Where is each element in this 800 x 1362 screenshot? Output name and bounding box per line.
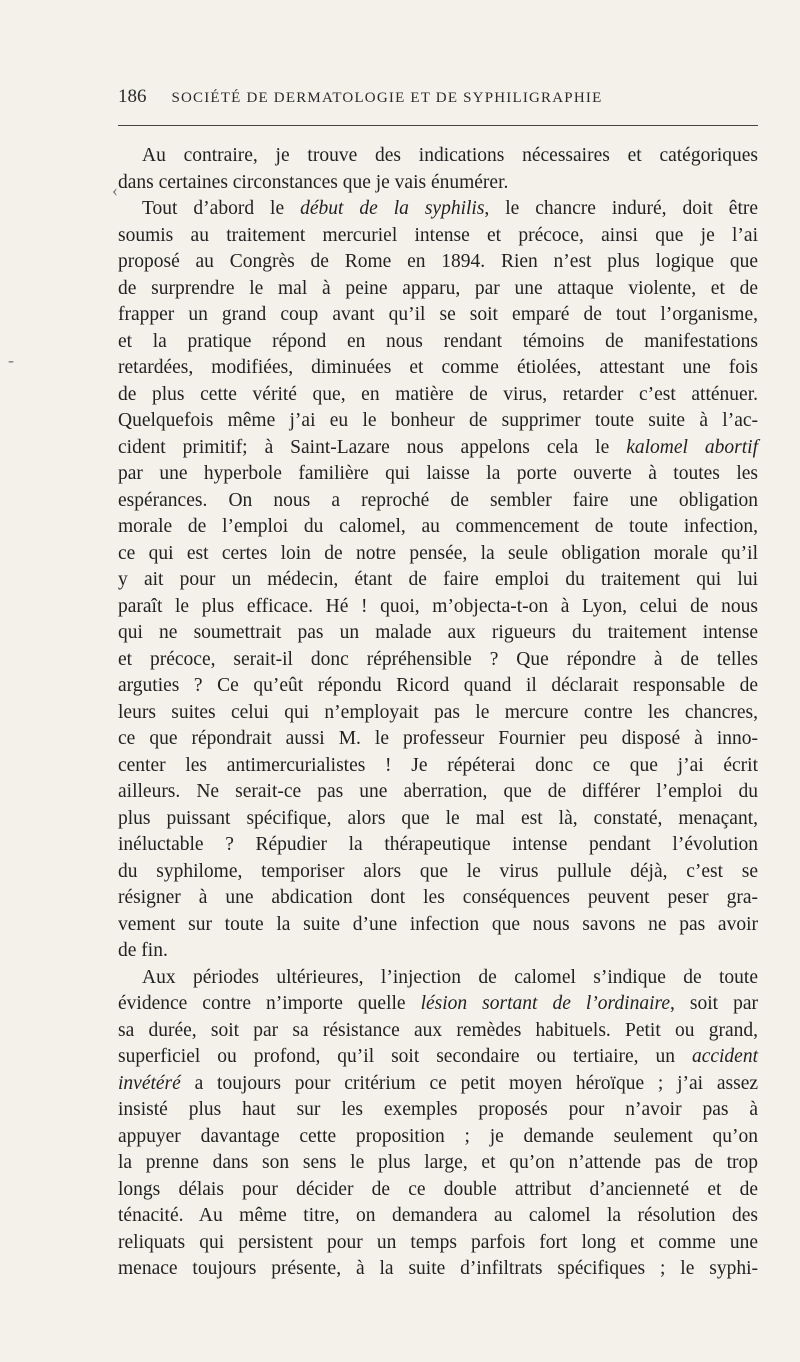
body-text [118,143,758,1283]
text-line: morale de l’emploi du calomel, au commencement de toute infection, [118,516,758,537]
text-line: et la pratique répond en nous rendant témoins de manifestations [118,330,758,352]
text-line: Au contraire, je trouve des indications nécessaires et catégoriques [142,145,758,166]
line-segment: Tout d’abord le [142,198,301,219]
page-number: 186 [118,86,147,107]
text-line: paraît le plus efficace. Hé ! quoi, m’objecta-t-on à Lyon, celui de nous [118,595,758,617]
text-line: ténacité. Au même titre, on demandera au calomel la résolution des [118,1205,758,1226]
text-line: menace toujours présente, à la suite d’infiltrats spécifiques ; le syphi- [118,1258,758,1279]
text-line: longs délais pour décider de ce double attribut d’ancienneté et de [118,1178,758,1200]
italic-phrase: début de la syphilis [300,198,485,219]
text-line [118,1071,758,1098]
text-line [118,991,758,1018]
text-line: reliquats qui persistent pour un temps parfois fort long et comme une [118,1231,758,1253]
text-line: appuyer davantage cette proposition ; je demande seulement qu’on [118,1125,758,1147]
italic-phrase: lésion sortant de l’ordinaire [420,993,671,1014]
text-line: du syphilome, temporiser alors que le virus pullule déjà, c’est se [118,860,758,882]
text-line: leurs suites celui qui n’employait pas le mercure contre les chancres, [118,701,758,723]
italic-phrase: invétéré [118,1072,181,1094]
text-line: vement sur toute la suite d’une infection que nous savons ne pas avoir [118,913,758,935]
text-line: et précoce, serait-il donc répréhensible ? Que répondre à de telles [118,648,758,670]
line-segment: , le chancre induré, doit être [484,198,759,219]
text-line: de plus cette vérité que, en matière de virus, retarder c’est atténuer. [118,383,758,405]
text-line: ailleurs. Ne serait-ce pas une aberration, que de différer l’emploi du [118,781,758,802]
italic-phrase: accident [691,1046,758,1067]
text-line [118,1044,758,1071]
header-rule [118,125,758,126]
text-line: center les antimercurialistes ! Je répéterai donc ce que j’ai écrit [118,754,758,776]
line-segment: évidence contre n’importe quelle [118,993,421,1014]
margin-mark: ‹ [112,180,118,200]
text-line: inéluctable ? Répudier la thérapeutique intense pendant l’évolution [118,834,758,855]
line-segment: superficiel ou profond, qu’il soit secondaire ou tertiaire, un [118,1046,692,1067]
text-line: espérances. On nous a reproché de sembler faire une obligation [118,489,758,511]
text-line: qui ne soumettrait pas un malade aux rigueurs du traitement intense [118,622,758,643]
text-line: Quelquefois même j’ai eu le bonheur de supprimer toute suite à l’ac- [118,410,758,431]
text-line: sa durée, soit par sa résistance aux remèdes habituels. Petit ou grand, [118,1019,758,1041]
text-line: insisté plus haut sur les exemples proposés pour n’avoir pas à [118,1099,758,1120]
text-line: plus puissant spécifique, alors que le mal est là, constaté, menaçant, [118,807,758,829]
text-line: de fin. [118,940,168,961]
text-line: Aux périodes ultérieures, l’injection de calomel s’indique de toute [142,966,758,988]
text-line [118,435,758,462]
text-line: frapper un grand coup avant qu’il se soit emparé de tout l’organisme, [118,304,758,325]
text-line: retardées, modifiées, diminuées et comme étiolées, attestant une fois [118,357,758,378]
text-line: par une hyperbole familière qui laisse la porte ouverte à toutes les [118,463,758,484]
text-line: y ait pour un médecin, étant de faire emploi du traitement qui lui [118,569,758,590]
text-line [118,196,758,223]
text-line: dans certaines circonstances que je vais énumérer. [118,171,509,193]
text-line: résigner à une abdication dont les conséquences peuvent peser gra- [118,887,758,908]
text-line: proposé au Congrès de Rome en 1894. Rien n’est plus logique que [118,251,758,272]
running-title: SOCIÉTÉ DE DERMATOLOGIE ET DE SYPHILIGRAPHIE [171,90,603,106]
margin-mark: - [8,350,14,370]
line-segment: , soit par [670,993,758,1014]
text-line: arguties ? Ce qu’eût répondu Ricord quand il déclarait responsable de [118,675,758,696]
line-segment: a toujours pour critérium ce petit moyen héroïque ; j’ai assez [194,1072,759,1094]
text-line: soumis au traitement mercuriel intense et précoce, ainsi que je l’ai [118,224,758,246]
italic-phrase: kalomel abortif [626,436,759,458]
text-line: ce que répondrait aussi M. le professeur Fournier peu disposé à inno- [118,728,758,749]
running-header [118,86,758,108]
text-line: ce qui est certes loin de notre pensée, la seule obligation morale qu’il [118,542,758,564]
line-segment: cident primitif; à Saint-Lazare nous appelons cela le [118,436,627,458]
text-line: la prenne dans son sens le plus large, et qu’on n’attende pas de trop [118,1152,758,1173]
text-line: de surprendre le mal à peine apparu, par une attaque violente, et de [118,277,758,299]
